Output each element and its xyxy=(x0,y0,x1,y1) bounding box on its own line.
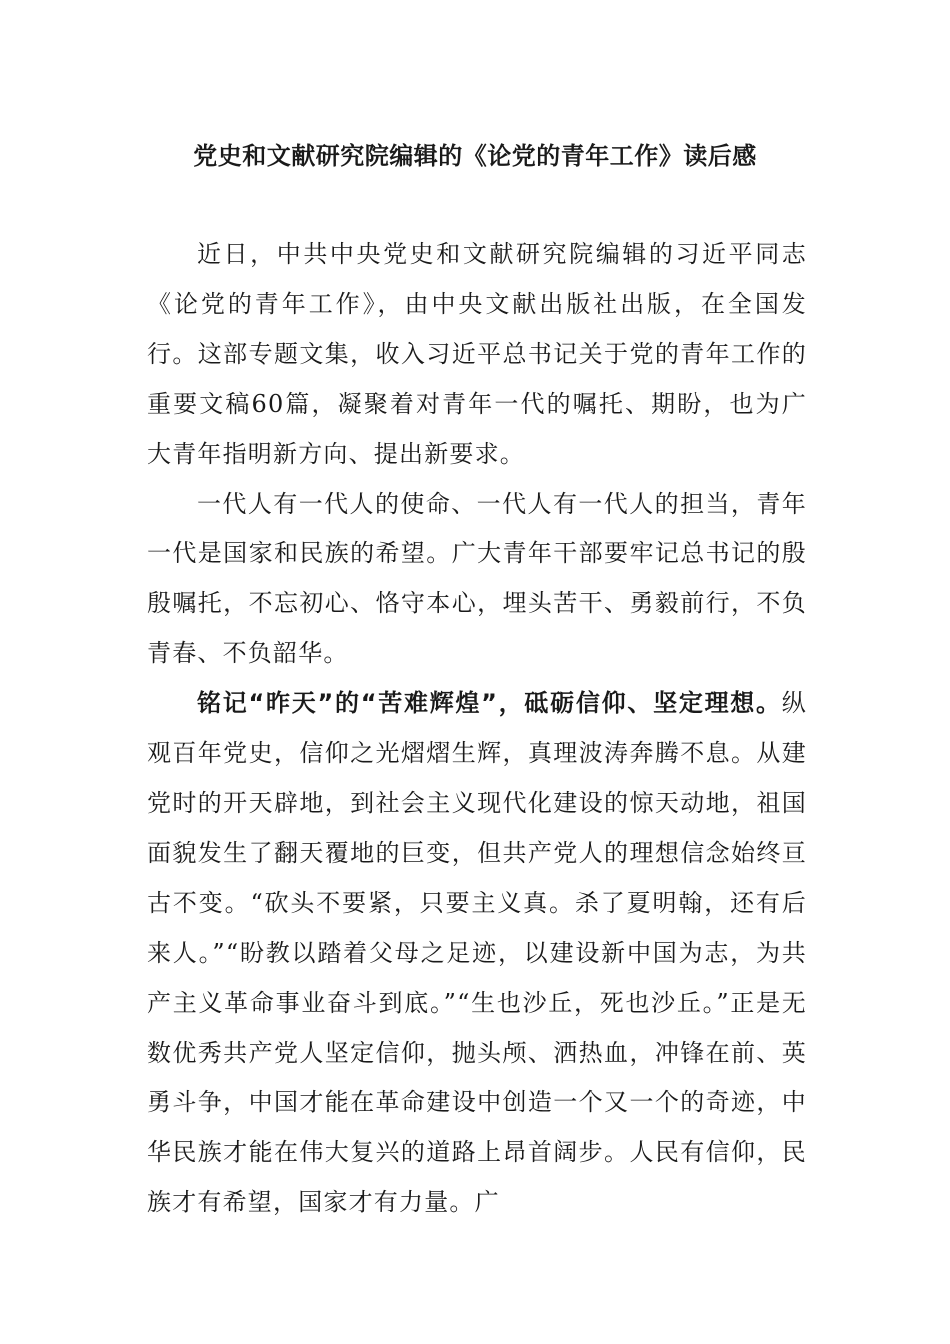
paragraph-3 xyxy=(147,679,807,1228)
paragraph-3-text: 纵观百年党史，信仰之光熠熠生辉，真理波涛奔腾不息。从建党时的开天辟地，到社会主义现代化建设的惊天动地，祖国面貌发生了翻天覆地的巨变，但共产党人的理想信念始终亘古不变。“砍头不要紧，只要主义真。杀了夏明翰，还有后来人。”“盼教以踏着父母之足迹，以建设新中国为志，为共产主义革命事业奋斗到底。”“生也沙丘，死也沙丘。”正是无数优秀共产党人坚定信仰，抛头颅、洒热血，冲锋在前、英勇斗争，中国才能在革命建设中创造一个又一个的奇迹，中华民族才能在伟大复兴的道路上昂首阔步。人民有信仰，民族才有希望，国家才有力量。广 xyxy=(147,689,807,1217)
document-body xyxy=(147,230,807,1228)
paragraph-3-bold-lead: 铭记“昨天”的“苦难辉煌”，砥砺信仰、坚定理想。 xyxy=(197,689,782,718)
paragraph-2 xyxy=(147,480,807,680)
paragraph-2-text: 一代人有一代人的使命、一代人有一代人的担当，青年一代是国家和民族的希望。广大青年干部要牢记总书记的殷殷嘱托，不忘初心、恪守本心，埋头苦干、勇毅前行，不负青春、不负韶华。 xyxy=(147,489,807,668)
paragraph-1-text: 近日，中共中央党史和文献研究院编辑的习近平同志《论党的青年工作》，由中央文献出版社出版，在全国发行。这部专题文集，收入习近平总书记关于党的青年工作的重要文稿60篇，凝聚着对青年一代的嘱托、期盼，也为广大青年指明新方向、提出新要求。 xyxy=(147,240,807,468)
paragraph-1 xyxy=(147,230,807,480)
document-title: 党史和文献研究院编辑的《论党的青年工作》读后感 xyxy=(193,141,757,170)
